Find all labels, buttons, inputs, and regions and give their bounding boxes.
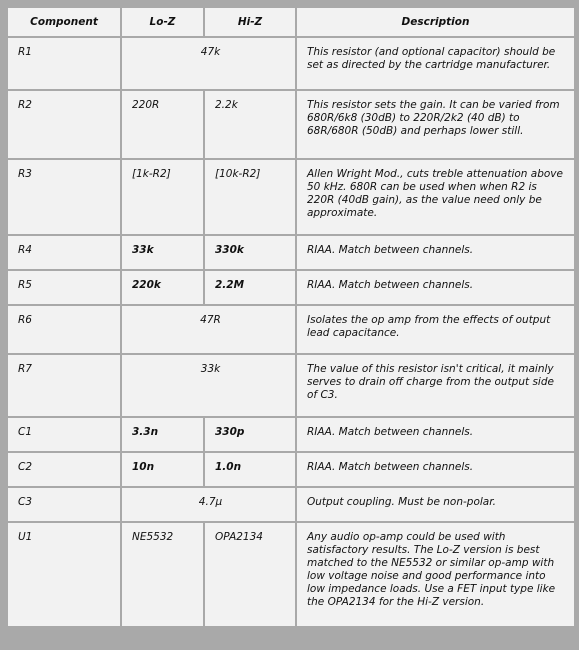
lo-z-cell: 33k <box>122 236 203 269</box>
value-cell: 47R <box>122 306 295 353</box>
header-component: Component <box>8 8 120 36</box>
header-lo-z: Lo-Z <box>122 8 203 36</box>
component-cell: C2 <box>8 453 120 486</box>
description-cell: Isolates the op amp from the effects of output lead capacitance. <box>297 306 574 353</box>
component-table <box>6 6 576 628</box>
hi-z-cell: 330k <box>205 236 295 269</box>
table-row <box>8 271 574 304</box>
lo-z-cell: NE5532 <box>122 523 203 626</box>
table-row <box>8 160 574 234</box>
table-row <box>8 488 574 521</box>
component-cell: R6 <box>8 306 120 353</box>
lo-z-cell: 3.3n <box>122 418 203 451</box>
component-cell: R2 <box>8 91 120 158</box>
value-cell: 47k <box>122 38 295 89</box>
hi-z-cell: OPA2134 <box>205 523 295 626</box>
hi-z-cell: 2.2k <box>205 91 295 158</box>
description-cell: The value of this resistor isn't critical, it mainly serves to drain off charge from the output side of C3. <box>297 355 574 416</box>
table-row <box>8 91 574 158</box>
component-cell: U1 <box>8 523 120 626</box>
description-cell: Allen Wright Mod., cuts treble attenuation above 50 kHz. 680R can be used when when R2 is 220R (40dB gain), as the value need only be approximate. <box>297 160 574 234</box>
value-cell: 33k <box>122 355 295 416</box>
component-cell: R3 <box>8 160 120 234</box>
lo-z-cell: [1k-R2] <box>122 160 203 234</box>
table-row <box>8 236 574 269</box>
value-cell: 4.7μ <box>122 488 295 521</box>
hi-z-cell: [10k-R2] <box>205 160 295 234</box>
hi-z-cell: 330p <box>205 418 295 451</box>
table-row <box>8 355 574 416</box>
component-cell: R7 <box>8 355 120 416</box>
description-cell: This resistor sets the gain. It can be varied from 680R/6k8 (30dB) to 220R/2k2 (40 dB) to 68R/680R (50dB) and perhaps lower still. <box>297 91 574 158</box>
component-cell: R5 <box>8 271 120 304</box>
description-cell: RIAA. Match between channels. <box>297 271 574 304</box>
header-hi-z: Hi-Z <box>205 8 295 36</box>
table-row <box>8 418 574 451</box>
table-row <box>8 306 574 353</box>
component-cell: R1 <box>8 38 120 89</box>
description-cell: RIAA. Match between channels. <box>297 453 574 486</box>
lo-z-cell: 220R <box>122 91 203 158</box>
description-cell: Any audio op-amp could be used with satisfactory results. The Lo-Z version is best matched to the NE5532 or similar op-amp with low voltage noise and good performance into low impedance loads. Use a FET input type like the OPA2134 for the Hi-Z version. <box>297 523 574 626</box>
hi-z-cell: 1.0n <box>205 453 295 486</box>
table-row <box>8 453 574 486</box>
component-cell: C1 <box>8 418 120 451</box>
lo-z-cell: 220k <box>122 271 203 304</box>
description-cell: RIAA. Match between channels. <box>297 236 574 269</box>
description-cell: RIAA. Match between channels. <box>297 418 574 451</box>
table-row <box>8 38 574 89</box>
hi-z-cell: 2.2M <box>205 271 295 304</box>
component-cell: R4 <box>8 236 120 269</box>
table-row <box>8 523 574 626</box>
header-description: Description <box>297 8 574 36</box>
lo-z-cell: 10n <box>122 453 203 486</box>
description-cell: Output coupling. Must be non-polar. <box>297 488 574 521</box>
header-row <box>8 8 574 36</box>
description-cell: This resistor (and optional capacitor) should be set as directed by the cartridge manufacturer. <box>297 38 574 89</box>
component-cell: C3 <box>8 488 120 521</box>
